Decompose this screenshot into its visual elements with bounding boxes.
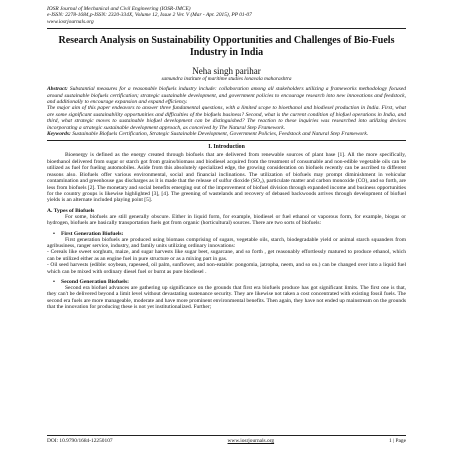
journal-website: www.iosrjournals.org — [47, 18, 94, 25]
first-generation-item-cereals: - Cereals like sweet sorghum, maize, and sugar harvests like sugar beet, sugarcane, and so forth , get reasonably effortlessly matured to produce ethanol, which can be utilized either as an engine fuel in pure structure or as a mixing part in gas. — [47, 249, 406, 262]
subsection-heading-types: A. Types of Biofuels — [47, 207, 95, 214]
author-affiliation: samundra institute of maritime studies lonavala maharashtra — [161, 76, 292, 83]
footer-page-number: 1 | Page — [389, 438, 406, 444]
footer-website-link[interactable]: www.iosrjournals.org — [227, 438, 275, 444]
first-generation-item-oil-seeds: - Oil seed harvests (edible: soybean, rapeseed, oil palm, sunflower, and non-eatable: pongomia, jatropha, neem, and so on.) can be changed over into a liquid fuel which can be mixed with ordinary diesel fuel or burnt as pure biodiesel . — [47, 262, 406, 275]
issn-line: e-ISSN: 2278-1684,p-ISSN: 2320-334X, Volume 12, Issue 2 Ver. V (Mar - Apr. 2015), PP 01-07 — [47, 12, 252, 19]
second-generation-paragraph: Second era biofuel advances are gathering up significance on the grounds that first era biofuels produce has got significant limits. The first one is that, they can't be delivered beyond a limit level without devastating sustenance security. They are likewise not taken a cost concentrated with existing fossil fuels. The second era fuels are more manageable, moderate and have more prominent environmental benefits. Then again, they have not ended up mainstream on the grounds that the innovation for producing these is not yet institutionalized. Further; — [47, 284, 406, 311]
bullet-heading-first-generation: • First Generation Biofuels: — [47, 231, 406, 237]
first-generation-paragraph: First generation biofuels are produced using biomass comprising of sugars, vegetable oils, starch, biodegradable yield or animal starch squanders from agribusiness, ranger service, industry, and family units utilizing ordinary innovations: — [47, 236, 406, 249]
page-footer — [47, 435, 406, 444]
header-divider — [47, 28, 406, 29]
footer-doi: DOI: 10.9790/1684-12250107 — [47, 438, 113, 444]
abstract-label: Abstract: — [47, 86, 68, 93]
abstract-divider — [47, 140, 406, 141]
keywords-label: Keywords: — [47, 131, 71, 138]
paper-title: Research Analysis on Sustainability Opportunities and Challenges of Bio-Fuels Industry in India — [58, 35, 395, 59]
keywords — [47, 131, 406, 137]
types-paragraph: For some, biofuels are still generally obscure. Either in liquid form, for example, biodiesel or fuel ethanol or vaporous form, for example, biogas or hydrogen, biofuels are basically transportation fuels got from organic (horticultural) sources. There are two sorts of biofuels: — [47, 213, 406, 227]
keywords-text: Sustainable Biofuels Certification, Strategic Sustainable Development, Government Policies, Feedstock and Natural Step Framework. — [72, 131, 369, 138]
journal-name: IOSR Journal of Mechanical and Civil Engineering (IOSR-JMCE) — [47, 6, 191, 12]
abstract — [47, 86, 406, 105]
abstract-continued: The major aim of this paper endeavors to answer three fundamental questions, with a limited scope to bioethanol and biodiesel production in India. First, what are some significant sustainability opportunities and difficulties of the biofuels business? Second, what is the current condition of biofuel operations in India, and third, what strategic moves to sustainable biofuel development can be distinguished? The reaction to these inquiries was researched into utilizing devices incorporating a strategic sustainable development approach, as conceived by The Natural Step Framework. — [47, 105, 406, 131]
author-name: Neha singh parihar — [192, 66, 261, 77]
bullet-heading-second-generation: • Second Generation Biofuels: — [47, 279, 406, 285]
abstract-text: Substantial measures for a reasonable biofuels industry include: collaboration among all stakeholders utilizing a frameworks methodology focused around sustainable biofuels certification; strategic sustainable development, and government policies to encourage research into new innovations and feedstock, and additionally to encourage expansion and expand efficiency. — [47, 86, 406, 106]
introduction-paragraph: Bioenergy is defined as the energy created through biofuels that are delivered from renewable sources of plant base [1]. All the more specifically, bioethanol delivered from sugar or starch got from grains/biomass and biodiesel acquired from the treatment of consumable and non-edible vegetable oils can be utilized as fuel for fueling automobiles. Aside from this absolutely specialized edge, the growing consideration on biofuels recently can be ascribed to different reasons also. Biofuels offer various environmental, social and financial inclinations. The utilization of biofuels may prompt diminishment in vehicular contamination and greenhouse gas discharges as it is made that the release of sulfur dioxide (SO₂), particulate matter and carbon monoxide (CO), and so forth, are less from biofuels [2]. The monetary and social benefits emerging out of the improvement of biofuel division through expanded income and business opportunities for the country groups is likewise highlighted [3], [4]. The greening of wastelands and recovery of debased backwoods arrives through development of biofuel yields is an alternate included playing point [5]. — [47, 152, 406, 204]
section-heading-introduction: I. Introduction — [208, 144, 245, 151]
